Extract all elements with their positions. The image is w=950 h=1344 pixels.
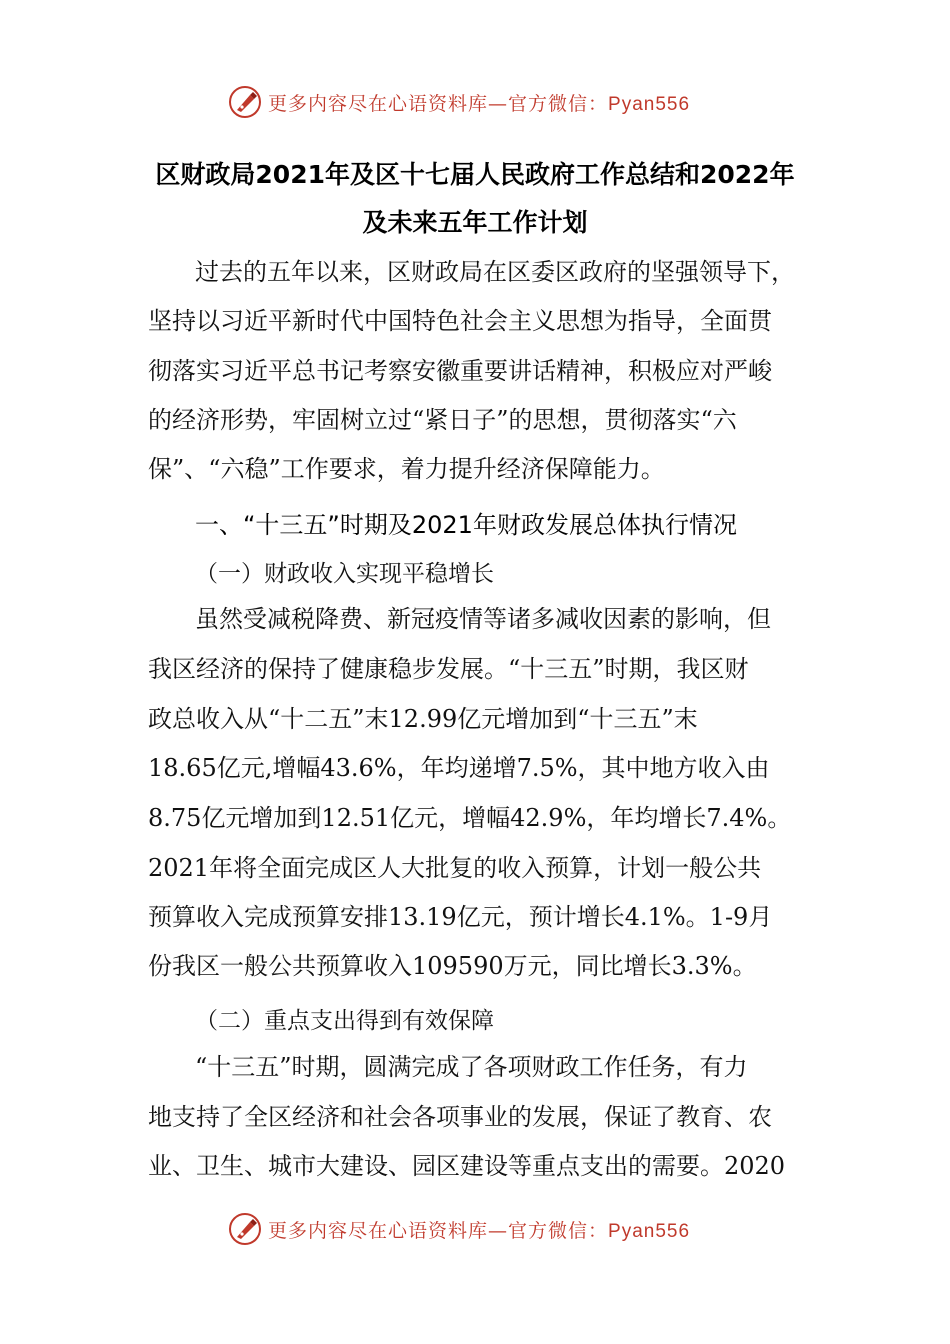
paragraph-line: 保”、“六稳”工作要求，着力提升经济保障能力。 bbox=[148, 455, 665, 483]
paragraph-line: 的经济形势，牢固树立过“紧日子”的思想，贯彻落实“六 bbox=[148, 406, 737, 434]
section-heading: 一、“十三五”时期及2021年财政发展总体执行情况 bbox=[195, 511, 737, 539]
pen-nib-logo-icon bbox=[228, 1212, 262, 1246]
footer-banner bbox=[228, 1209, 748, 1249]
paragraph-line: 预算收入完成预算安排13.19亿元，预计增长4.1%。1-9月 bbox=[148, 903, 773, 931]
paragraph-line: 虽然受减税降费、新冠疫情等诸多减收因素的影响，但 bbox=[195, 605, 771, 633]
paragraph-line: 18.65亿元,增幅43.6%，年均递增7.5%，其中地方收入由 bbox=[148, 754, 770, 782]
paragraph-line: 政总收入从“十二五”末12.99亿元增加到“十三五”末 bbox=[148, 705, 698, 733]
banner-text: 更多内容尽在心语资料库—官方微信：Pyan556 bbox=[268, 92, 691, 115]
paragraph-line: “十三五”时期，圆满完成了各项财政工作任务，有力 bbox=[195, 1053, 748, 1081]
pen-nib-logo-icon bbox=[228, 85, 262, 119]
paragraph-line: 我区经济的保持了健康稳步发展。“十三五”时期，我区财 bbox=[148, 655, 749, 683]
wechat-id: Pyan556 bbox=[608, 93, 691, 115]
wechat-id: Pyan556 bbox=[608, 1220, 691, 1242]
header-banner bbox=[228, 82, 748, 122]
paragraph-line: 8.75亿元增加到12.51亿元，增幅42.9%，年均增长7.4%。 bbox=[148, 804, 792, 832]
subsection-heading: （一）财政收入实现平稳增长 bbox=[195, 561, 494, 587]
paragraph-line: 2021年将全面完成区人大批复的收入预算，计划一般公共 bbox=[148, 854, 762, 882]
paragraph-line: 彻落实习近平总书记考察安徽重要讲话精神，积极应对严峻 bbox=[148, 357, 772, 385]
banner-text: 更多内容尽在心语资料库—官方微信：Pyan556 bbox=[268, 1219, 691, 1242]
paragraph-line: 坚持以习近平新时代中国特色社会主义思想为指导，全面贯 bbox=[148, 307, 772, 335]
document-title-line-1: 区财政局2021年及区十七届人民政府工作总结和2022年 bbox=[155, 160, 795, 189]
paragraph-line: 份我区一般公共预算收入109590万元，同比增长3.3%。 bbox=[148, 952, 757, 980]
paragraph-line: 地支持了全区经济和社会各项事业的发展，保证了教育、农 bbox=[148, 1103, 772, 1131]
paragraph-line: 业、卫生、城市大建设、园区建设等重点支出的需要。2020 bbox=[148, 1152, 786, 1180]
subsection-heading: （二）重点支出得到有效保障 bbox=[195, 1008, 494, 1034]
paragraph-line: 过去的五年以来，区财政局在区委区政府的坚强领导下， bbox=[195, 258, 795, 286]
document-title-line-2: 及未来五年工作计划 bbox=[362, 208, 588, 237]
